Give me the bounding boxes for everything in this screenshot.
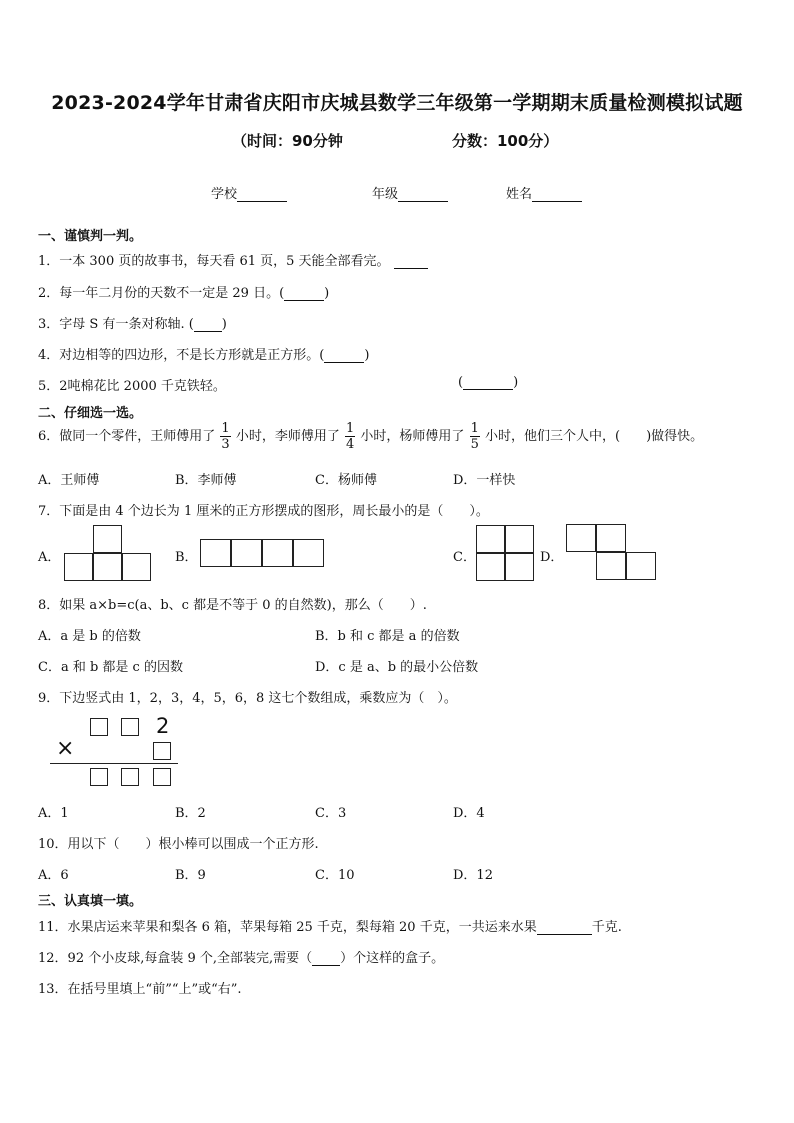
- question-4-blank[interactable]: [324, 362, 364, 363]
- question-2-paren-close: ): [324, 286, 330, 301]
- question-6-option-d[interactable]: D．一样快: [453, 473, 516, 488]
- question-7-label-c[interactable]: C．: [453, 550, 476, 565]
- times-sign: ×: [56, 736, 75, 761]
- digit-box[interactable]: [121, 768, 139, 786]
- question-1-text: 1．一本 300 页的故事书，每天看 61 页，5 天能全部看完。: [38, 254, 390, 269]
- question-2-blank[interactable]: [284, 300, 324, 301]
- fraction-one-fourth: $\frac{1}{4}$: [346, 421, 355, 452]
- exam-time: （时间：90分钟: [232, 132, 343, 150]
- exam-score: 分数：100分）: [452, 132, 559, 150]
- name-blank[interactable]: [532, 201, 582, 202]
- question-6-option-a[interactable]: A．王师傅: [38, 473, 100, 488]
- question-7-label-b[interactable]: B．: [175, 550, 198, 565]
- question-9-option-a[interactable]: A．1: [38, 806, 69, 821]
- question-5-paren-open: (: [458, 375, 464, 390]
- question-8-option-a[interactable]: A．a 是 b 的倍数: [38, 629, 141, 644]
- question-12-text: 12．92 个小皮球,每盒装 9 个,全部装完,需要（: [38, 951, 313, 966]
- section-2-heading: 二、仔细选一选。: [38, 406, 143, 421]
- grade-blank[interactable]: [398, 201, 448, 202]
- name-label: 姓名: [506, 187, 533, 202]
- question-6-option-c[interactable]: C．杨师傅: [315, 473, 377, 488]
- question-3-paren-close: ): [221, 317, 227, 332]
- school-blank[interactable]: [237, 201, 287, 202]
- question-9-option-d[interactable]: D．4: [453, 806, 485, 821]
- question-2: [38, 282, 329, 301]
- digit-box[interactable]: [153, 768, 171, 786]
- question-7-label-d[interactable]: D．: [540, 550, 564, 565]
- question-6-text-d: 小时，他们三个人中，( )做得快。: [485, 429, 704, 444]
- question-6-text-c: 小时，杨师傅用了: [360, 429, 465, 444]
- section-3-heading: 三、认真填一填。: [38, 894, 143, 909]
- question-3-text: 3．字母 S 有一条对称轴. (: [38, 317, 194, 332]
- name-field[interactable]: [506, 183, 582, 202]
- question-9: 9．下边竖式由 1，2，3，4，5，6，8 这七个数组成，乘数应为（ ）。: [38, 691, 457, 706]
- question-8-option-b[interactable]: B．b 和 c 都是 a 的倍数: [315, 629, 460, 644]
- question-4: [38, 344, 369, 363]
- digit-box[interactable]: [121, 718, 139, 736]
- question-11: [38, 916, 622, 935]
- question-4-paren-close: ): [364, 348, 370, 363]
- question-6: [38, 421, 703, 452]
- question-1-blank[interactable]: [394, 268, 428, 269]
- sum-line: [50, 763, 178, 764]
- question-10-option-c[interactable]: C．10: [315, 868, 355, 883]
- question-5-answer: [458, 375, 518, 390]
- question-11-unit: 千克.: [591, 920, 622, 935]
- question-12: [38, 947, 444, 966]
- question-8-option-c[interactable]: C．a 和 b 都是 c 的因数: [38, 660, 183, 675]
- question-12-blank[interactable]: [312, 965, 340, 966]
- digit-two: 2: [156, 714, 170, 738]
- question-10: 10．用以下（ ）根小棒可以围成一个正方形.: [38, 837, 319, 852]
- school-label: 学校: [211, 187, 238, 202]
- question-12-text-end: ）个这样的盒子。: [340, 951, 445, 966]
- digit-box[interactable]: [90, 768, 108, 786]
- question-8-option-d[interactable]: D．c 是 a、b 的最小公倍数: [315, 660, 479, 675]
- question-6-option-b[interactable]: B．李师傅: [175, 473, 237, 488]
- question-3-blank[interactable]: [194, 331, 222, 332]
- question-5: [38, 375, 226, 394]
- grade-label: 年级: [372, 187, 399, 202]
- grade-field[interactable]: [372, 183, 448, 202]
- section-1-heading: 一、谨慎判一判。: [38, 229, 143, 244]
- multiplication-figure: [48, 716, 182, 788]
- page-title: 2023-2024学年甘肃省庆阳市庆城县数学三年级第一学期期末质量检测模拟试题: [51, 92, 743, 114]
- question-7-label-a[interactable]: A．: [38, 550, 61, 565]
- digit-box[interactable]: [90, 718, 108, 736]
- question-10-option-d[interactable]: D．12: [453, 868, 493, 883]
- question-3: [38, 313, 227, 332]
- question-10-option-a[interactable]: A．6: [38, 868, 69, 883]
- question-5-paren-close: ): [513, 375, 519, 390]
- question-4-text: 4．对边相等的四边形，不是长方形就是正方形。(: [38, 348, 325, 363]
- school-field[interactable]: [211, 183, 287, 202]
- question-6-text-a: 6．做同一个零件，王师傅用了: [38, 429, 216, 444]
- question-2-text: 2．每一年二月份的天数不一定是 29 日。(: [38, 286, 285, 301]
- question-1: [38, 250, 428, 269]
- question-11-text: 11．水果店运来苹果和梨各 6 箱，苹果每箱 25 千克，梨每箱 20 千克，一共运来水果: [38, 920, 537, 935]
- question-9-option-c[interactable]: C．3: [315, 806, 347, 821]
- question-5-blank[interactable]: [463, 389, 513, 390]
- question-10-option-b[interactable]: B．9: [175, 868, 206, 883]
- question-13: 13．在括号里填上“前”“上”或“右”.: [38, 982, 242, 997]
- question-8: 8．如果 a×b=c(a、b、c 都是不等于 0 的自然数)，那么（ ）.: [38, 598, 427, 613]
- question-11-blank[interactable]: [537, 934, 592, 935]
- multiplier-box[interactable]: [153, 742, 171, 760]
- fraction-one-fifth: $\frac{1}{5}$: [470, 421, 479, 452]
- question-9-option-b[interactable]: B．2: [175, 806, 206, 821]
- question-6-text-b: 小时，李师傅用了: [235, 429, 340, 444]
- fraction-one-third: $\frac{1}{3}$: [221, 421, 230, 452]
- question-7: 7．下面是由 4 个边长为 1 厘米的正方形摆成的图形，周长最小的是（ ）。: [38, 504, 489, 519]
- question-5-text: 5．2吨棉花比 2000 千克铁轻。: [38, 379, 226, 394]
